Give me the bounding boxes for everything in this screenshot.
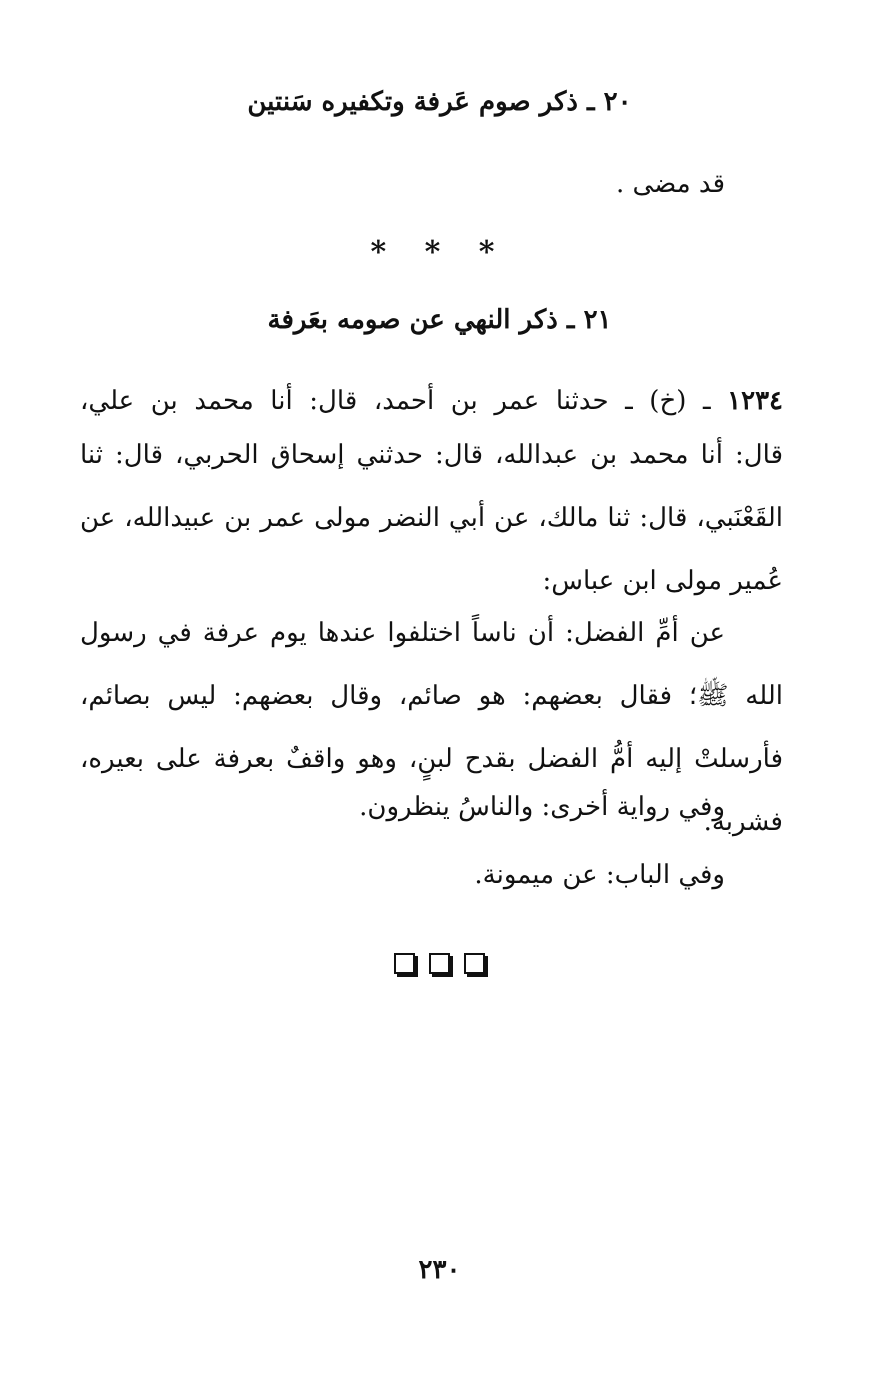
hadith-matn: عن أمِّ الفضل: أن ناساً اختلفوا عندها يوم عرفة في رسول الله ﷺ؛ فقال بعضهم: هو صائم، وقال بعضهم: ليس بصائم، فأرسلتْ إليه أمُّ الفضل بقدح لبنٍ، وهو واقفٌ بعرفة على بعيره، فشربه. bbox=[80, 618, 783, 837]
square-box-icon bbox=[394, 953, 415, 974]
other-narration: وفي رواية أخرى: والناسُ ينظرون. bbox=[359, 792, 725, 822]
in-the-chapter-note: وفي الباب: عن ميمونة. bbox=[474, 860, 725, 890]
page-number: ٢٣٠ bbox=[418, 1255, 461, 1285]
asterisk-divider: * * * bbox=[370, 235, 509, 270]
end-of-section-boxes-icon bbox=[80, 953, 799, 974]
section-20-note: قد مضى . bbox=[615, 169, 725, 199]
section-20-heading: ٢٠ ـ ذكر صوم عَرفة وتكفيره سَنتين bbox=[247, 87, 632, 117]
hadith-isnad-first-line bbox=[80, 381, 783, 421]
square-box-icon bbox=[464, 953, 485, 974]
hadith-isnad-continued: قال: أنا محمد بن عبدالله، قال: حدثني إسحاق الحربي، قال: ثنا القَعْنَبي، قال: ثنا مالك، عن أبي النضر مولى عمر بن عبيدالله، عن عُمير مولى ابن عباس: bbox=[80, 440, 783, 596]
hadith-isnad-opening: ـ (خ) ـ حدثنا عمر بن أحمد، قال: أنا محمد بن علي، bbox=[80, 386, 728, 416]
square-box-icon bbox=[429, 953, 450, 974]
hadith-number: ١٢٣٤ bbox=[727, 386, 783, 416]
section-21-heading: ٢١ ـ ذكر النهي عن صومه بعَرفة bbox=[267, 305, 612, 335]
